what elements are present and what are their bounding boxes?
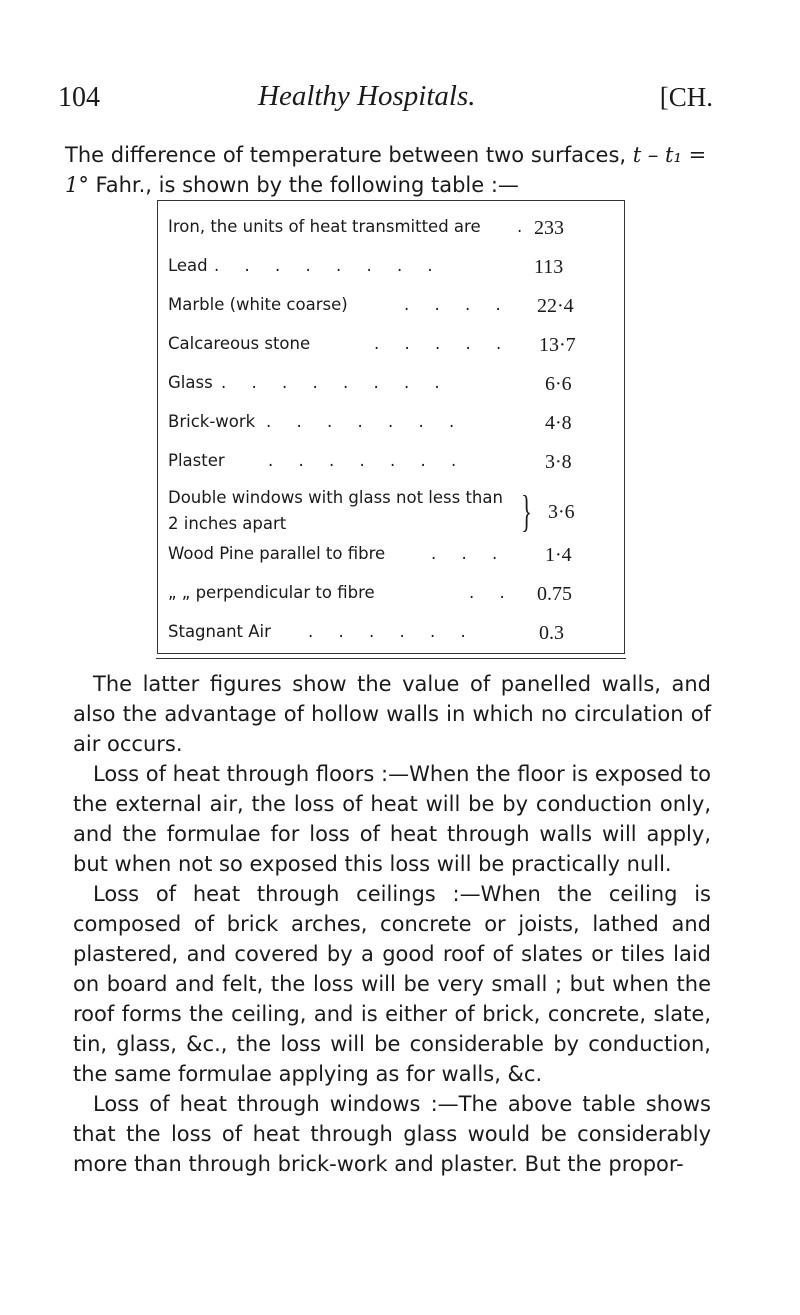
row-value: 22·4 <box>537 295 574 317</box>
conductivity-table <box>157 200 625 654</box>
row-value: 0.75 <box>537 583 572 605</box>
row-value: 4·8 <box>545 412 572 434</box>
table-double-rule <box>156 658 626 659</box>
row-leader: . . . . . . . . <box>214 256 443 275</box>
row-label: „ „ perpendicular to fibre <box>168 583 375 602</box>
temperature-formula: t – t₁ = 1° <box>65 143 707 197</box>
row-leader: . . . . <box>404 295 511 314</box>
row-label: Marble (white coarse) <box>168 295 348 314</box>
table-row <box>168 295 624 323</box>
table-row <box>168 334 624 362</box>
row-leader: . . <box>469 583 515 602</box>
running-title: Healthy Hospitals. <box>258 80 476 112</box>
row-value: 3·6 <box>548 501 575 523</box>
row-value: 233 <box>534 217 564 239</box>
row-value: 1·4 <box>545 544 572 566</box>
row-value: 113 <box>534 256 564 278</box>
row-value: 0.3 <box>539 622 564 644</box>
row-label: Iron, the units of heat transmitted are <box>168 217 481 236</box>
table-row <box>168 622 624 650</box>
row-label: Stagnant Air <box>168 622 271 641</box>
table-row <box>168 488 624 544</box>
row-value: 6·6 <box>545 373 572 395</box>
row-leader: . <box>517 217 533 236</box>
right-brace-icon: } <box>521 487 532 536</box>
row-leader: . . . . . . <box>308 622 476 641</box>
row-leader: . . . . . . . <box>266 412 465 431</box>
paragraph: Loss of heat through ceilings :—When the ceiling is composed of brick arches, concrete or joists, lathed and plastered, and covered by a good roof of slates or tiles laid on board and felt, the loss will be very small ; but when the roof forms the ceiling, and is either of brick, concrete, slate, tin, glass, &c., the loss will be considerable by conduction, the same formulae applying as for walls, &c. <box>73 882 711 1086</box>
table-row <box>168 373 624 401</box>
row-value: 3·8 <box>545 451 572 473</box>
paragraph: Loss of heat through windows :—The above table shows that the loss of heat through glass would be considerably more than through brick-work and plaster. But the propor- <box>73 1092 711 1176</box>
row-label-continued: 2 inches apart <box>168 514 287 533</box>
chapter-tag: [CH. <box>659 82 713 112</box>
row-leader: . . . . . <box>374 334 512 353</box>
table-row <box>168 412 624 440</box>
row-label: Calcareous stone <box>168 334 311 353</box>
row-leader: . . . . . . . . <box>221 373 450 392</box>
paragraph: The latter figures show the value of panelled walls, and also the advantage of hollow walls in which no circulation of air occurs. <box>73 672 711 756</box>
table-row <box>168 544 624 572</box>
page-header <box>58 82 713 122</box>
row-label: Double windows with glass not less than <box>168 488 503 507</box>
row-value: 13·7 <box>539 334 576 356</box>
row-leader: . . . . . . . <box>268 451 467 470</box>
row-label: Lead <box>168 256 208 275</box>
table-row <box>168 256 624 284</box>
table-row <box>168 583 624 611</box>
paragraph: Loss of heat through floors :—When the floor is exposed to the external air, the loss of heat will be by conduction only, and the formulae for loss of heat through walls will apply, but when not so exposed this loss will be practically null. <box>73 762 712 876</box>
row-leader: . . . <box>431 544 508 563</box>
row-label: Wood Pine parallel to fibre <box>168 544 386 563</box>
intro-text-after: Fahr., is shown by the following table :— <box>88 173 519 197</box>
row-label: Glass <box>168 373 213 392</box>
table-row <box>168 217 624 245</box>
page-number: 104 <box>58 82 100 113</box>
body-text <box>73 669 711 1179</box>
intro-paragraph <box>65 140 725 200</box>
row-label: Plaster <box>168 451 225 470</box>
intro-text-before: The difference of temperature between two surfaces, <box>65 143 633 167</box>
table-row <box>168 451 624 479</box>
row-label: Brick-work <box>168 412 256 431</box>
